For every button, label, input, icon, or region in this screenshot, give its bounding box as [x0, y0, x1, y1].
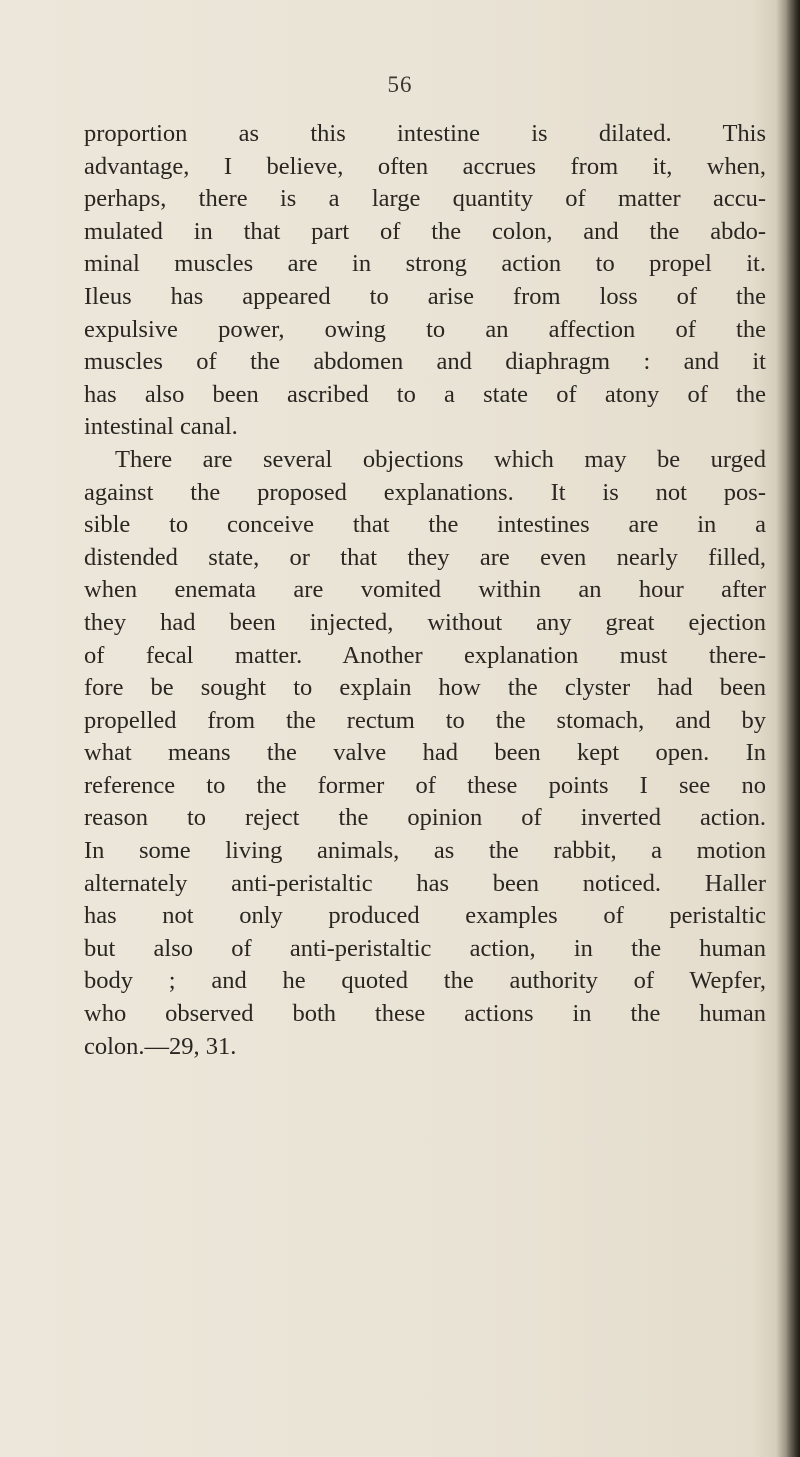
- text-line: what means the valve had been kept open. In: [84, 739, 766, 767]
- text-line: propelled from the rectum to the stomach, and by: [84, 706, 766, 734]
- text-line: Ileus has appeared to arise from loss of the: [84, 282, 766, 310]
- text-line: In some living animals, as the rabbit, a motion: [84, 837, 766, 865]
- text-line: colon.—29, 31.: [84, 1032, 237, 1060]
- text-line: muscles of the abdomen and diaphragm : and it: [84, 348, 766, 376]
- text-line: body ; and he quoted the authority of Wepfer,: [84, 967, 766, 995]
- text-line: against the proposed explanations. It is not pos-: [84, 478, 766, 506]
- page-edge-shadow: [786, 0, 800, 1457]
- text-line: proportion as this intestine is dilated. This: [84, 120, 766, 147]
- page-number: 56: [387, 72, 413, 97]
- text-line: has not only produced examples of peristaltic: [84, 902, 766, 930]
- text-line: sible to conceive that the intestines are in a: [84, 511, 766, 539]
- body-text: [84, 118, 766, 1063]
- text-line: of fecal matter. Another explanation must there-: [84, 641, 766, 669]
- text-line: reason to reject the opinion of inverted action.: [84, 804, 766, 832]
- text-line: perhaps, there is a large quantity of matter accu-: [84, 185, 766, 213]
- text-line: There are several objections which may be urged: [115, 445, 766, 473]
- text-line: but also of anti-peristaltic action, in the human: [84, 934, 766, 962]
- text-line: alternately anti-peristaltic has been noticed. Haller: [84, 869, 766, 897]
- text-line: they had been injected, without any great ejection: [84, 608, 766, 636]
- text-line: distended state, or that they are even nearly filled,: [84, 543, 766, 571]
- text-line: who observed both these actions in the human: [84, 1000, 766, 1028]
- text-line: fore be sought to explain how the clyster had been: [84, 674, 766, 702]
- text-line: has also been ascribed to a state of atony of the: [84, 380, 766, 408]
- text-line: expulsive power, owing to an affection of the: [84, 315, 766, 343]
- text-line: reference to the former of these points I see no: [84, 771, 766, 799]
- text-line: mulated in that part of the colon, and the abdo-: [84, 217, 766, 245]
- text-line: advantage, I believe, often accrues from it, when,: [84, 152, 766, 180]
- text-line: minal muscles are in strong action to propel it.: [84, 250, 766, 278]
- text-line: when enemata are vomited within an hour after: [84, 576, 766, 604]
- text-line: intestinal canal.: [84, 413, 238, 441]
